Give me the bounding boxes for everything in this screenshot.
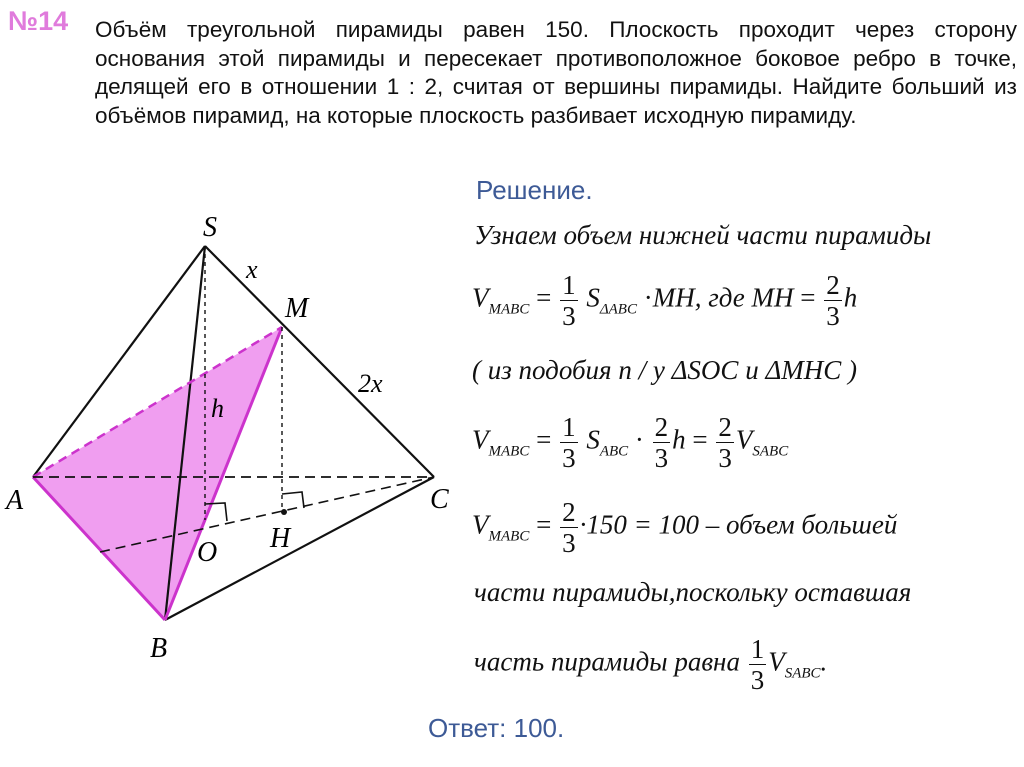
section-plane	[33, 327, 282, 620]
solution-intro: Узнаем объем нижней части пирамиды	[474, 220, 932, 250]
label-C: C	[430, 484, 449, 515]
point-H	[281, 509, 287, 515]
label-A: A	[6, 485, 24, 516]
problem-text: Объём треугольной пирамиды равен 150. Плоскость проходит через сторону основания этой пирамиды и пересекает противоположное боковое ребро в точке, делящей его в отношении 1 : 2, считая от вершины пирамиды. Найдите больший из объёмов пирамид, на которые плоскость разбивает исходную пирамиду.	[95, 17, 1017, 128]
label-S: S	[203, 212, 217, 243]
solution-line-part: части пирамиды,поскольку оставшая	[474, 577, 912, 607]
formula-volume-result: $V_{MABC}$ = $\frac{2}{3}$ ·150 = 100 – объем большей	[472, 497, 898, 558]
formula-volume-lower: $V_{MABC}$ = $\frac{1}{3}$ $S_{\Delta ABC} \cdot MH$, где MH = $\frac{2}{3}$ h	[472, 270, 858, 331]
solution-heading: Решение.	[476, 175, 593, 205]
label-H: H	[270, 523, 291, 554]
right-angle-H	[282, 492, 304, 508]
label-2x: 2x	[358, 369, 383, 398]
label-x: x	[246, 255, 258, 284]
answer-text: Ответ: 100.	[428, 713, 565, 743]
label-O: O	[197, 537, 218, 568]
problem-number: №14	[8, 6, 69, 36]
formula-volume-ratio: $V_{MABC}$ = $\frac{1}{3}$ $S_{ABC}$ · $\frac{2}{3}$ h = $\frac{2}{3}$ $V_{SABC}$	[472, 412, 789, 473]
label-M: M	[285, 293, 309, 324]
label-B: B	[150, 633, 168, 664]
similarity-note: ( из подобия п / у ΔSOC и ΔMHC )	[472, 355, 858, 385]
label-h: h	[211, 394, 224, 423]
solution-line-rest: часть пирамиды равна $\frac{1}{3}$ $V_{SABC}$.	[474, 634, 828, 695]
pyramid-diagram	[0, 0, 450, 767]
